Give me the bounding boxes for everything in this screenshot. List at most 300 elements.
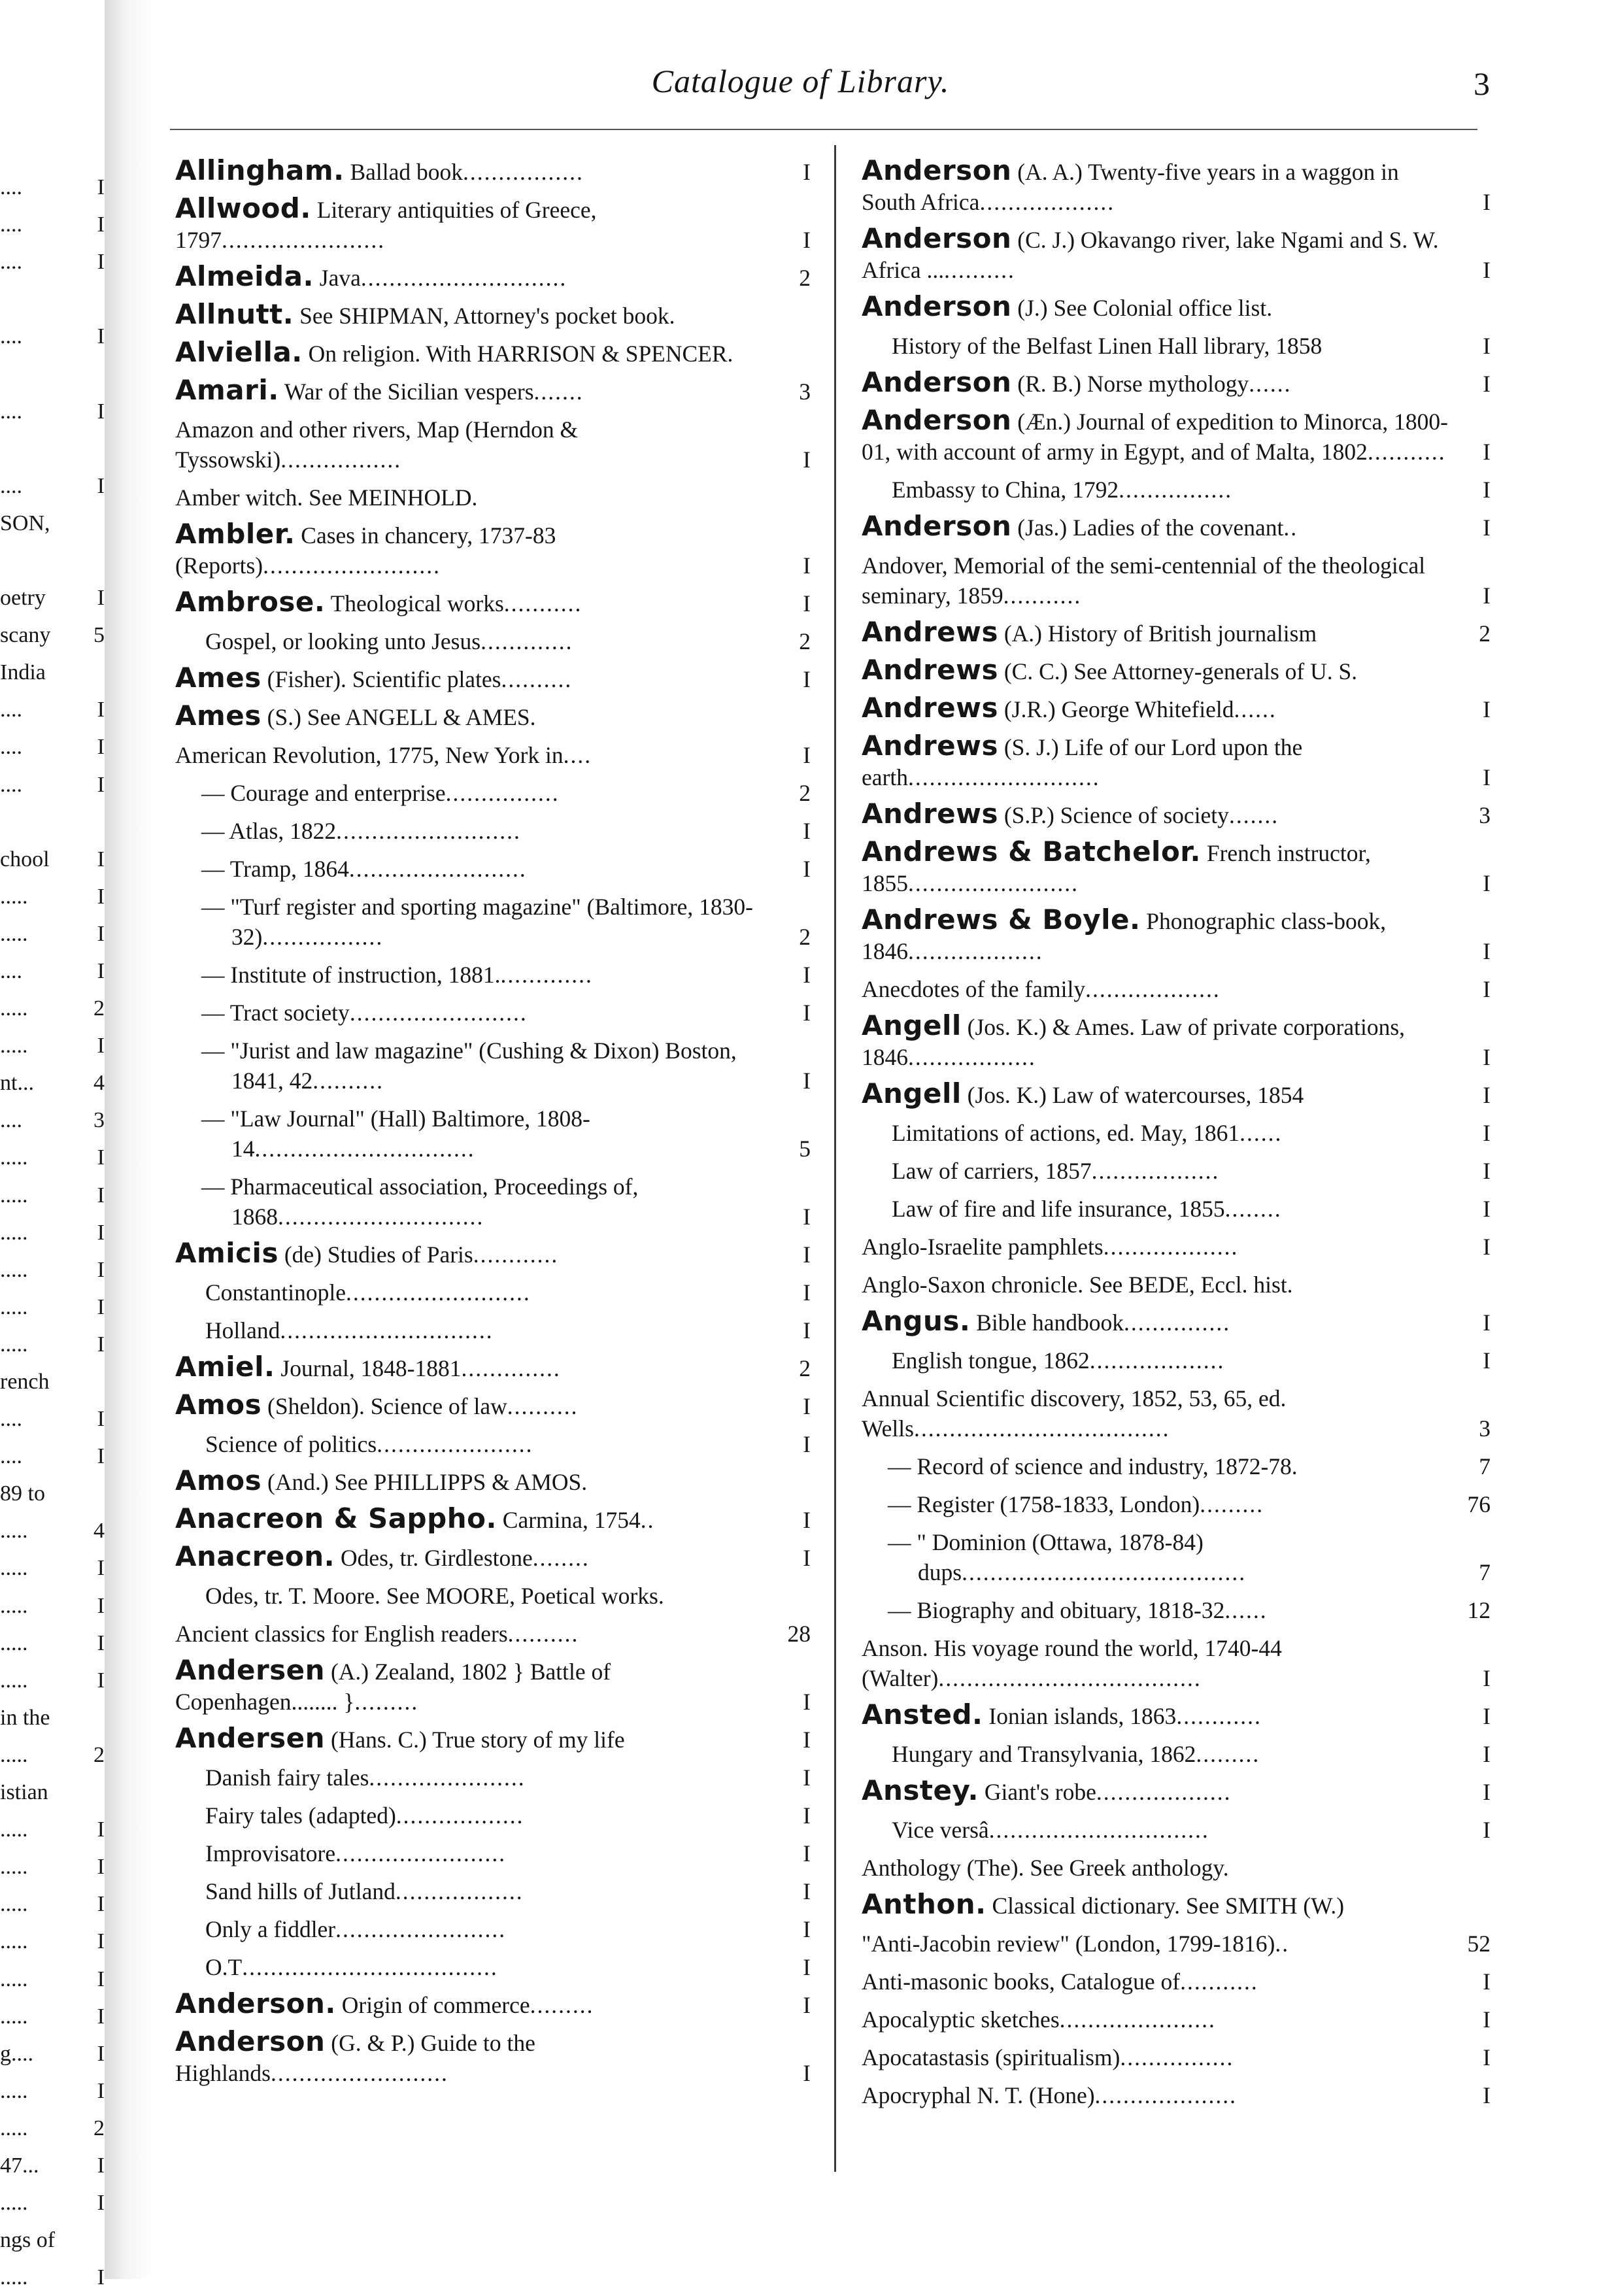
fragment-text: 89 to (0, 1481, 45, 1506)
fragment-line (0, 1214, 124, 1251)
leader-dots: ................... (979, 189, 1115, 215)
catalogue-entry (862, 473, 1491, 511)
volume-count: 7 (1479, 1453, 1491, 1479)
leader-dots: ................... (908, 938, 1043, 964)
fragment-line (0, 1027, 124, 1064)
catalogue-entry (862, 511, 1491, 549)
entry-heading: Anderson (862, 510, 1012, 542)
volume-count: 2 (799, 780, 811, 806)
fragment-text: .... (0, 698, 22, 722)
volume-count: 2 (1479, 620, 1491, 647)
catalogue-entry (175, 299, 811, 337)
entry-title: — Register (1758-1833, London) (888, 1491, 1200, 1517)
leader-dots: ................ (1120, 2044, 1234, 2070)
entry-title: — Biography and obituary, 1818-32 (888, 1597, 1225, 1623)
leader-dots: ........................... (907, 764, 1100, 790)
fragment-text: ..... (0, 1742, 28, 1767)
fragment-text: ..... (0, 1294, 28, 1319)
volume-count: I (803, 1954, 811, 1980)
leader-dots: ........ (1224, 1196, 1282, 1222)
leader-dots: ............................... (254, 1136, 475, 1162)
fragment-line (0, 1475, 124, 1512)
leader-dots: ........... (1180, 1968, 1258, 1995)
entry-title: Sand hills of Jutland (205, 1878, 396, 1904)
fragment-text: ..... (0, 1668, 28, 1693)
fragment-count: I (97, 1294, 105, 1319)
catalogue-entry (862, 2041, 1491, 2079)
fragment-line (0, 878, 124, 915)
fragment-line (0, 1774, 124, 1811)
fragment-line (0, 1512, 124, 1549)
leader-dots: ......................... (270, 2060, 448, 2086)
fragment-count: I (97, 1034, 105, 1058)
catalogue-entry (862, 837, 1491, 905)
entry-heading: Anderson (862, 290, 1012, 322)
volume-count: I (1483, 1234, 1491, 1260)
leader-dots: .......... (507, 1393, 579, 1419)
fragment-line (0, 841, 124, 878)
volume-count: I (803, 1764, 811, 1791)
leader-dots: .. (1283, 515, 1298, 541)
fragment-line (0, 1587, 124, 1625)
entry-title: (Sheldon). Science of law (267, 1393, 507, 1419)
volume-count: I (803, 1916, 811, 1942)
leader-dots: ................. (262, 924, 384, 950)
catalogue-entry (862, 617, 1491, 655)
leader-dots: ...................... (369, 1764, 526, 1791)
fragment-text: scany (0, 623, 51, 648)
fragment-text: ..... (0, 884, 28, 909)
fragment-line (0, 1363, 124, 1400)
entry-title: English tongue, 1862 (892, 1347, 1090, 1374)
leader-dots: ........................ (335, 1916, 507, 1942)
catalogue-entry (862, 156, 1491, 224)
entry-heading: Anacreon. (175, 1540, 335, 1572)
fragment-line (0, 1326, 124, 1363)
catalogue-entry (862, 655, 1491, 693)
catalogue-entry (175, 853, 811, 890)
fragment-text: .... (0, 1444, 22, 1469)
fragment-text: ..... (0, 1855, 28, 1880)
fragment-count: I (97, 2041, 105, 2066)
entry-heading: Amos (175, 1464, 262, 1496)
entry-title: — Record of science and industry, 1872-78. (888, 1453, 1298, 1479)
catalogue-entry (175, 815, 811, 853)
volume-count: I (803, 1802, 811, 1829)
entry-heading: Ames (175, 700, 261, 732)
entry-heading: Andrews (862, 798, 998, 830)
leader-dots: ............. (500, 962, 593, 988)
fragment-text: ..... (0, 1220, 28, 1245)
volume-count: I (803, 1317, 811, 1343)
entry-title: Improvisatore (205, 1840, 336, 1866)
entry-heading: Angell (862, 1009, 962, 1041)
fragment-line (0, 616, 124, 654)
volume-count: I (803, 1840, 811, 1866)
entry-title: Amazon and other rivers, Map (Herndon & Tyssowski) (175, 416, 579, 473)
entry-title: Classical dictionary. See SMITH (W.) (992, 1893, 1345, 1919)
fragment-text: ..... (0, 1817, 28, 1842)
leader-dots: .......... (312, 1068, 384, 1094)
leader-dots: .......... (944, 257, 1015, 283)
volume-count: 2 (799, 924, 811, 950)
fragment-count: I (97, 1967, 105, 1991)
fragment-text: ..... (0, 921, 28, 946)
volume-count: 2 (799, 265, 811, 291)
fragment-text: ..... (0, 1332, 28, 1357)
fragment-count: I (97, 2078, 105, 2103)
fragment-count: I (97, 473, 105, 498)
entry-title: (S.P.) Science of society (1003, 802, 1229, 828)
fragment-count: I (97, 1929, 105, 1954)
entry-heading: Anderson (862, 154, 1012, 186)
fragment-line (0, 990, 124, 1027)
catalogue-entry (175, 958, 811, 996)
volume-count: I (1483, 870, 1491, 896)
leader-dots: ............ (473, 1241, 559, 1268)
entry-heading: Allnutt. (175, 298, 294, 330)
entry-heading: Anacreon & Sappho. (175, 1502, 497, 1534)
fragment-text: ..... (0, 2191, 28, 2216)
entry-title: (J.R.) George Whitefield (1003, 696, 1234, 722)
volume-count: I (803, 1000, 811, 1026)
entry-title: Apocatastasis (spiritualism) (862, 2044, 1121, 2070)
entry-title: French instructor, 1855 (862, 840, 1371, 896)
fragment-text: .... (0, 772, 22, 797)
leader-dots: ....................... (222, 227, 386, 253)
catalogue-entry (175, 777, 811, 815)
leader-dots: ......... (530, 1992, 594, 2018)
entry-title: — Tramp, 1864 (201, 856, 349, 882)
entry-title: Bible handbook (976, 1309, 1124, 1336)
entry-title: Gospel, or looking unto Jesus (205, 628, 481, 654)
fragment-text: ..... (0, 1929, 28, 1954)
entry-title: Constantinople (205, 1279, 346, 1306)
entry-title: Anson. His voyage round the world, 1740-44 (Walter) (862, 1635, 1282, 1691)
volume-count: 2 (799, 628, 811, 654)
leader-dots: .................. (908, 1044, 1036, 1070)
fragment-text: .... (0, 212, 22, 237)
fragment-text: chool (0, 847, 50, 871)
entry-title: (Jas.) Ladies of the covenant (1017, 515, 1284, 541)
fragment-text: .... (0, 250, 22, 275)
leader-dots: ...................... (1059, 2006, 1216, 2033)
entry-title: (S. J.) Life of our Lord upon the earth (862, 734, 1303, 790)
volume-count: I (1483, 1196, 1491, 1222)
volume-count: I (1483, 1779, 1491, 1805)
entry-title: Apocalyptic sketches (862, 2006, 1060, 2033)
fragment-count: I (97, 250, 105, 275)
leader-dots: ................... (1096, 1779, 1232, 1805)
fragment-count: I (97, 1407, 105, 1432)
volume-count: I (803, 1393, 811, 1419)
fragment-line (0, 243, 124, 280)
catalogue-entry (862, 405, 1491, 473)
entry-title: Law of carriers, 1857 (892, 1158, 1092, 1184)
fragment-count: I (97, 1220, 105, 1245)
fragment-line (0, 728, 124, 766)
catalogue-entry (175, 1428, 811, 1466)
fragment-line (0, 2259, 124, 2296)
entry-title: — Pharmaceutical association, Proceedings of, 1868 (201, 1173, 639, 1230)
fragment-line (0, 803, 124, 841)
fragment-count: I (97, 1593, 105, 1618)
fragment-count: I (97, 1668, 105, 1693)
entry-title: Cases in chancery, 1737-83 (Reports) (175, 522, 556, 579)
fragment-count: I (97, 2265, 105, 2290)
catalogue-entry (862, 693, 1491, 731)
entry-title: Embassy to China, 1792 (892, 477, 1119, 503)
catalogue-entry (175, 519, 811, 587)
entry-title: Ballad book (350, 159, 463, 185)
leader-dots: .............. (461, 1355, 561, 1381)
volume-count: I (803, 590, 811, 616)
fragment-count: I (97, 175, 105, 199)
volume-count: I (803, 856, 811, 882)
fragment-line (0, 2221, 124, 2259)
catalogue-entry (175, 739, 811, 777)
volume-count: I (803, 447, 811, 473)
fragment-text: ..... (0, 1630, 28, 1655)
fragment-count: 2 (93, 1742, 105, 1767)
leader-dots: ................... (1089, 1347, 1225, 1374)
catalogue-entry (862, 1192, 1491, 1230)
fragment-count: I (97, 698, 105, 722)
volume-count: I (1483, 976, 1491, 1002)
catalogue-entry (175, 1276, 811, 1314)
catalogue-entry (862, 1851, 1491, 1889)
catalogue-entry (862, 1814, 1491, 1851)
catalogue-entry (862, 1306, 1491, 1344)
leader-dots: .... (563, 742, 592, 768)
fragment-count: I (97, 586, 105, 611)
entry-title: On religion. With HARRISON & SPENCER. (308, 341, 733, 367)
catalogue-entry (862, 1776, 1491, 1814)
fragment-count: I (97, 1145, 105, 1170)
entry-title: Carmina, 1754 (502, 1507, 641, 1533)
fragment-text: ..... (0, 1593, 28, 1618)
volume-count: I (1483, 371, 1491, 397)
fragment-text: oetry (0, 586, 46, 611)
volume-count: I (1483, 477, 1491, 503)
entry-heading: Ansted. (862, 1698, 983, 1730)
entry-heading: Almeida. (175, 260, 314, 292)
fragment-line (0, 1923, 124, 1960)
catalogue-entry (175, 1875, 811, 1913)
entry-title: Origin of commerce (341, 1992, 530, 2018)
fragment-text: ngs of (0, 2228, 56, 2253)
volume-count: I (1483, 1158, 1491, 1184)
entry-heading: Andrews (862, 730, 998, 762)
entry-heading: Anderson (862, 404, 1012, 436)
catalogue-entry (862, 1344, 1491, 1382)
fragment-text: ..... (0, 996, 28, 1021)
fragment-count: I (97, 772, 105, 797)
catalogue-entry (175, 1913, 811, 1951)
fragment-text: in the (0, 1705, 50, 1730)
fragment-count: I (97, 1556, 105, 1581)
volume-count: 7 (1479, 1559, 1491, 1585)
catalogue-entry (175, 1837, 811, 1875)
leader-dots: .......................... (336, 818, 521, 844)
entry-title: (Jos. K.) & Ames. Law of private corporations, 1846 (862, 1014, 1406, 1070)
fragment-text: ..... (0, 1145, 28, 1170)
volume-count: I (1483, 515, 1491, 541)
fragment-text: g.... (0, 2041, 33, 2066)
entry-title: (A.) Zealand, 1802 } Battle of Copenhagen........ } (175, 1659, 611, 1715)
leader-dots: ............................... (988, 1817, 1209, 1843)
fragment-count: I (97, 212, 105, 237)
entry-title: — Atlas, 1822 (201, 818, 337, 844)
entry-title: (Hans. C.) True story of my life (330, 1727, 625, 1753)
entry-title: (A.) History of British journalism (1003, 620, 1317, 647)
fragment-line (0, 355, 124, 392)
volume-count: I (1483, 1741, 1491, 1767)
catalogue-entry (862, 1450, 1491, 1488)
entry-title: Java (319, 265, 361, 291)
entry-title: (C. C.) See Attorney-generals of U. S. (1003, 658, 1358, 684)
entry-title: Hungary and Transylvania, 1862 (892, 1741, 1196, 1767)
catalogue-entry (175, 663, 811, 701)
leader-dots: .......... (501, 666, 573, 692)
fragment-text: istian (0, 1780, 48, 1805)
fragment-text: ..... (0, 1519, 28, 1544)
entry-heading: Amicis (175, 1237, 278, 1269)
fragment-line (0, 1662, 124, 1699)
volume-count: I (1483, 938, 1491, 964)
catalogue-entry (862, 1927, 1491, 1965)
entry-heading: Angell (862, 1077, 962, 1109)
entry-title: Journal, 1848-1881 (280, 1355, 462, 1381)
volume-count: I (803, 666, 811, 692)
volume-count: I (1483, 764, 1491, 790)
fragment-count: 2 (93, 2116, 105, 2140)
entry-title: Phonographic class-book, 1846 (862, 908, 1387, 964)
volume-count: I (1483, 1347, 1491, 1374)
catalogue-entry (862, 1268, 1491, 1306)
catalogue-entry (862, 224, 1491, 292)
entry-title: Law of fire and life insurance, 1855 (892, 1196, 1225, 1222)
fragment-line (0, 1961, 124, 1998)
catalogue-entry (175, 194, 811, 262)
column-divider (834, 145, 836, 2172)
leader-dots: ..................................... (938, 1665, 1202, 1691)
catalogue-entry (862, 292, 1491, 329)
fragment-line (0, 2147, 124, 2184)
entry-heading: Angus. (862, 1305, 971, 1337)
fragment-text: SON, (0, 511, 50, 535)
catalogue-entry (175, 1655, 811, 1723)
fragment-count: I (97, 1183, 105, 1207)
fragment-line (0, 1102, 124, 1139)
catalogue-entry (862, 973, 1491, 1011)
fragment-count: I (97, 1855, 105, 1880)
volume-count: I (1483, 1082, 1491, 1108)
entry-title: Apocryphal N. T. (Hone) (862, 2082, 1095, 2108)
entry-heading: Anstey. (862, 1774, 979, 1806)
fragment-text: .... (0, 399, 22, 424)
catalogue-entry (862, 1117, 1491, 1155)
entry-title: Ancient classics for English readers (175, 1621, 508, 1647)
fragment-line (0, 1400, 124, 1438)
volume-count: 12 (1467, 1597, 1491, 1623)
fragment-line (0, 1848, 124, 1885)
leader-dots: ...... (1224, 1597, 1268, 1623)
entry-title: — "Jurist and law magazine" (Cushing & Dixon) Boston, 1841, 42 (201, 1038, 737, 1094)
volume-count: 5 (799, 1136, 811, 1162)
leader-dots: ............. (480, 628, 573, 654)
entry-title: Only a fiddler (205, 1916, 336, 1942)
catalogue-entry (862, 1632, 1491, 1700)
entry-title: (de) Studies of Paris (284, 1241, 473, 1268)
catalogue-entry (175, 1238, 811, 1276)
page-number: 3 (1474, 65, 1490, 102)
catalogue-entry (175, 1034, 811, 1102)
volume-count: I (1483, 582, 1491, 609)
volume-count: 28 (787, 1621, 811, 1647)
fragment-text: ..... (0, 1183, 28, 1207)
volume-count: I (1483, 1309, 1491, 1336)
volume-count: I (803, 1878, 811, 1904)
fragment-line (0, 430, 124, 467)
fragment-text: .... (0, 735, 22, 760)
volume-count: I (1483, 1044, 1491, 1070)
fragment-count: I (97, 324, 105, 349)
fragment-line (0, 318, 124, 355)
volume-count: I (1483, 189, 1491, 215)
leader-dots: .................................... (913, 1415, 1170, 1442)
leader-dots: ......... (1200, 1491, 1264, 1517)
entry-title: Danish fairy tales (205, 1764, 369, 1791)
catalogue-entry (175, 337, 811, 375)
entry-heading: Andersen (175, 1722, 326, 1754)
previous-page-fragment (0, 169, 124, 2296)
leader-dots: ........... (1003, 582, 1082, 609)
entry-heading: Amos (175, 1389, 262, 1421)
catalogue-entry (862, 1230, 1491, 1268)
catalogue-column-right (862, 156, 1491, 2117)
fragment-line (0, 654, 124, 691)
entry-heading: Alviella. (175, 336, 303, 368)
leader-dots: ........... (503, 590, 582, 616)
fragment-count: I (97, 735, 105, 760)
leader-dots: ......................... (263, 552, 441, 579)
volume-count: I (1483, 1817, 1491, 1843)
entry-heading: Andrews & Boyle. (862, 903, 1141, 936)
fragment-line (0, 1699, 124, 1736)
entry-title: — Institute of instruction, 1881. (201, 962, 501, 988)
fragment-count: I (97, 2004, 105, 2029)
leader-dots: .................. (396, 1802, 524, 1829)
fragment-line (0, 691, 124, 728)
fragment-line (0, 542, 124, 579)
catalogue-entry (862, 1079, 1491, 1117)
entry-title: Amber witch. See MEINHOLD. (175, 484, 478, 511)
catalogue-entry (175, 156, 811, 194)
catalogue-entry (862, 1488, 1491, 1526)
fragment-count: I (97, 2153, 105, 2178)
volume-count: I (1483, 1968, 1491, 1995)
catalogue-entry (175, 262, 811, 299)
volume-count: I (1483, 333, 1491, 359)
catalogue-entry (175, 1390, 811, 1428)
volume-count: I (803, 227, 811, 253)
entry-title: — Courage and enterprise (201, 780, 446, 806)
volume-count: 76 (1467, 1491, 1491, 1517)
fragment-text: ..... (0, 2265, 28, 2290)
entry-title: — " Dominion (Ottawa, 1878-84) dups (888, 1529, 1204, 1585)
leader-dots: ......................... (348, 856, 527, 882)
